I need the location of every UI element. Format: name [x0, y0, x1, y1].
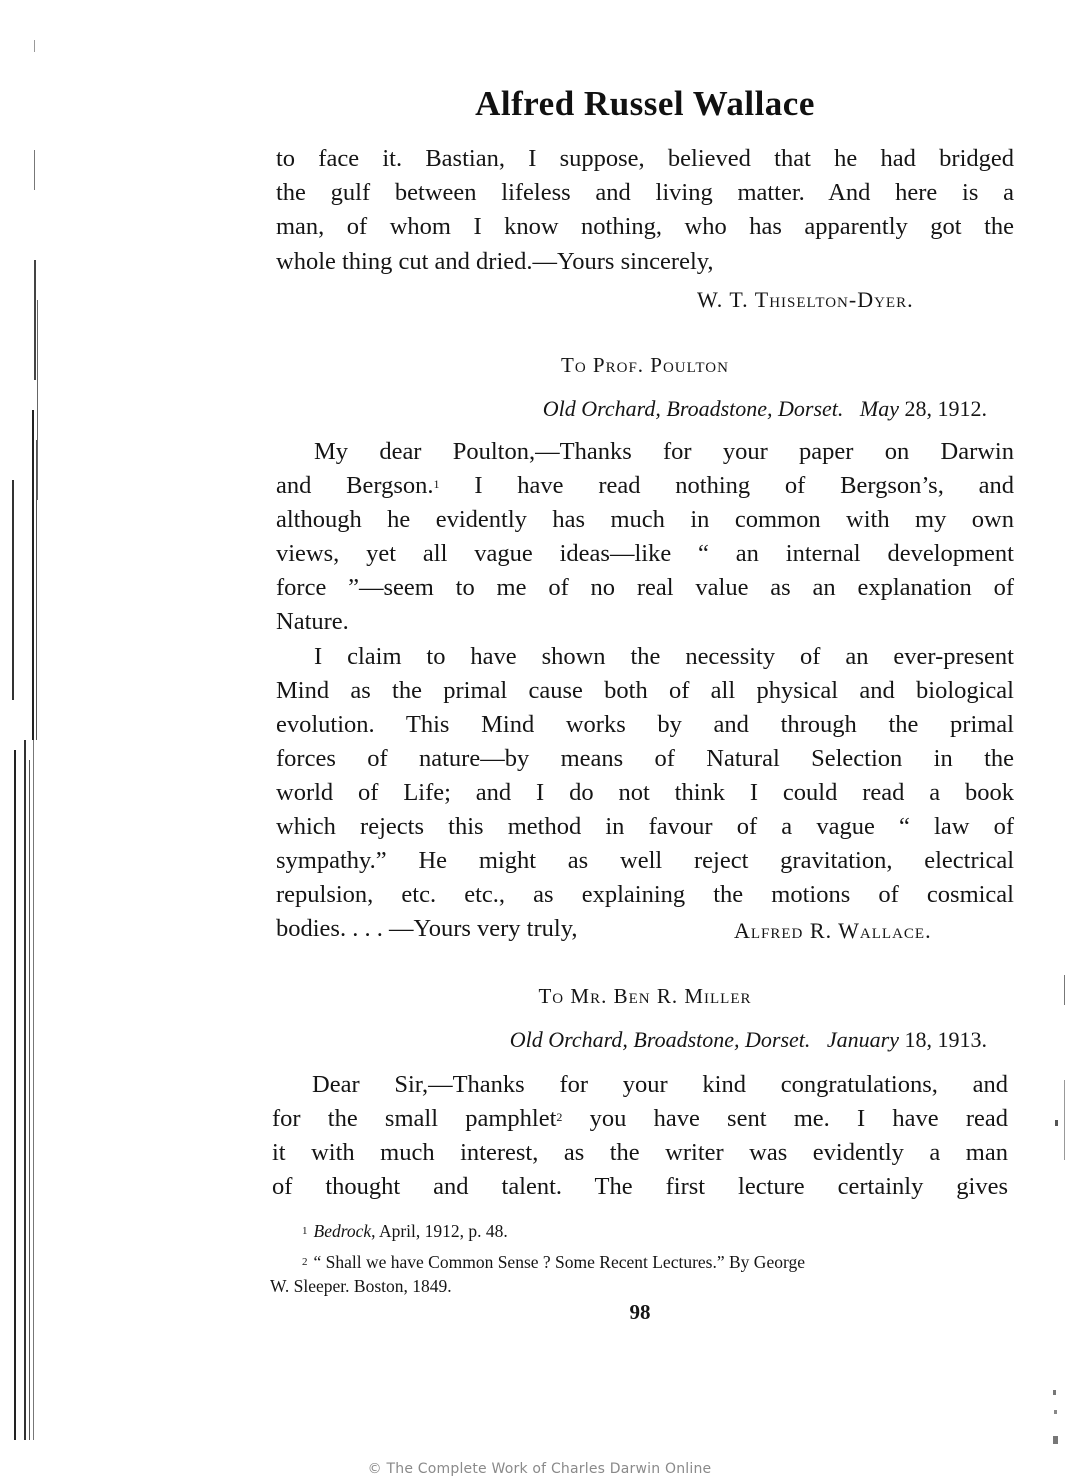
footnote-1: $^1$ Bedrock, April, 1912, p. 48.	[302, 1221, 508, 1241]
scan-artifact-line	[33, 740, 34, 1440]
scan-artifact-dot	[1054, 1410, 1057, 1414]
text-line: repulsion, etc. etc., as explaining the motions of cosmical	[276, 881, 1014, 908]
text-line: and Bergson.$^1$ I have read nothing of Bergson’s, and	[276, 472, 1014, 499]
scan-artifact-line	[34, 150, 35, 190]
dateline-date: 18, 1913.	[904, 1027, 987, 1052]
text-line: the gulf between lifeless and living matter. And here is a	[276, 179, 1014, 206]
footnote-number: 2	[302, 1256, 308, 1268]
text-line: to face it. Bastian, I suppose, believed that he had bridged	[276, 145, 1014, 172]
letter-heading-poulton: To Prof. Poulton	[561, 353, 729, 377]
dateline-place: Old Orchard, Broadstone, Dorset.	[542, 396, 844, 421]
dateline-month: May	[859, 396, 899, 421]
letter-dateline-poulton	[543, 396, 987, 422]
text-line: of thought and talent. The first lecture certainly gives	[272, 1173, 1008, 1200]
letter-heading-miller: To Mr. Ben R. Miller	[538, 984, 752, 1008]
scan-artifact-line	[34, 260, 36, 380]
footnote-number: 1	[302, 1225, 308, 1237]
scan-artifact-line	[32, 410, 34, 740]
scan-artifact-dot	[1064, 975, 1065, 1005]
scan-artifact-line	[12, 480, 14, 700]
text-line: man, of whom I know nothing, who has apparently got the	[276, 213, 1014, 240]
text-line: views, yet all vague ideas—like “ an internal development	[276, 540, 1014, 567]
signature-thiselton-dyer: W. T. Thiselton-Dyer.	[697, 287, 914, 312]
scan-artifact-line	[29, 760, 30, 1440]
footnote-2: $^2$ “ Shall we have Common Sense ? Some Recent Lectures.” By George	[302, 1252, 805, 1272]
dateline-month: January	[826, 1027, 899, 1052]
text-line: My dear Poulton,—Thanks for your paper on Darwin	[314, 438, 1014, 465]
page-number: 98	[629, 1300, 651, 1324]
dateline-place: Old Orchard, Broadstone, Dorset.	[509, 1027, 811, 1052]
scan-artifact-line	[14, 750, 16, 1440]
scan-artifact-dot	[1064, 1080, 1065, 1160]
text-line: force ”—seem to me of no real value as an explanation of	[276, 574, 1014, 601]
scan-artifact-dot	[1053, 1436, 1058, 1444]
text-line: evolution. This Mind works by and through the primal	[276, 711, 1014, 738]
scan-artifact-dot	[1055, 1120, 1058, 1126]
text-line: sympathy.” He might as well reject gravitation, electrical	[276, 847, 1014, 874]
text-line: which rejects this method in favour of a vague “ law of	[276, 813, 1014, 840]
text-line: Nature.	[276, 608, 349, 635]
letter-dateline-miller	[510, 1027, 987, 1053]
footnote-ref[interactable]: 1	[433, 477, 440, 491]
text-line: world of Life; and I do not think I could read a book	[276, 779, 1014, 806]
text-line: for the small pamphlet$^2$ you have sent me. I have read	[272, 1105, 1009, 1132]
scan-artifact-line	[34, 40, 35, 52]
scan-artifact-line	[36, 440, 37, 740]
text-line: whole thing cut and dried.—Yours sincerely,	[276, 248, 714, 275]
scan-artifact-line	[37, 300, 38, 500]
signature-wallace: Alfred R. Wallace.	[734, 918, 932, 943]
text-line: I claim to have shown the necessity of an ever-present	[314, 643, 1014, 670]
footnote-ref[interactable]: 2	[556, 1110, 563, 1124]
text-line: forces of nature—by means of Natural Selection in the	[276, 745, 1014, 772]
text-line: Dear Sir,—Thanks for your kind congratulations, and	[312, 1071, 1008, 1098]
text-line: it with much interest, as the writer was evidently a man	[272, 1139, 1008, 1166]
text-line: Mind as the primal cause both of all physical and biological	[276, 677, 1014, 704]
scan-artifact-line	[24, 740, 26, 1440]
running-head: Alfred Russel Wallace	[475, 84, 815, 123]
footnote-title: Bedrock	[313, 1221, 372, 1241]
dateline-date: 28, 1912.	[904, 396, 987, 421]
copyright-notice: © The Complete Work of Charles Darwin Online	[367, 1461, 712, 1477]
text-line: although he evidently has much in common with my own	[276, 506, 1014, 533]
text-line: bodies. . . . —Yours very truly,	[276, 915, 578, 942]
footnote-2-continued: W. Sleeper. Boston, 1849.	[270, 1276, 452, 1296]
scan-artifact-dot	[1053, 1390, 1056, 1395]
